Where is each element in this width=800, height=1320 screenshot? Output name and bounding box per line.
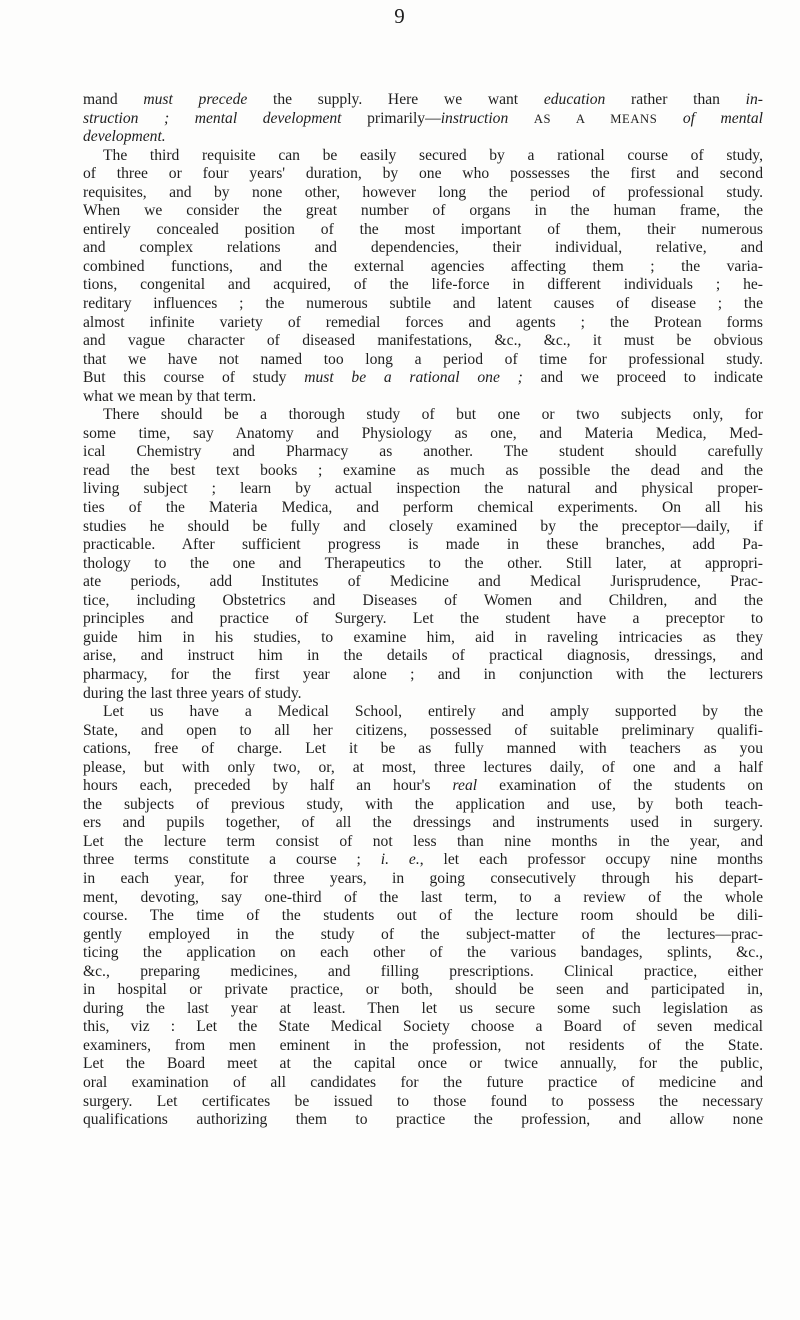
text-line [83,647,763,666]
text-run: ticing the application on each other of the various bandages, splints, &c., [83,944,763,962]
text-run: gently employed in the study of the subject-matter of the lectures—prac- [83,925,763,943]
text-line [83,202,763,221]
text-line [83,351,763,370]
text-line [83,555,763,574]
text-line [83,1000,763,1019]
text-run: tions, congenital and acquired, of the life-force in different individuals ; he- [83,276,763,294]
text-run: i. e. [380,851,420,869]
text-run: and we proceed to indicate [522,369,763,387]
text-line [83,814,763,833]
text-line [83,722,763,741]
text-run: in- [745,91,763,108]
text-line [83,536,763,555]
text-run: of mental [682,109,763,127]
text-line [83,703,763,722]
body-text [83,91,763,1130]
text-line [83,573,763,592]
text-run: pharmacy, for the first year alone ; and in conjunction with the lecturers [83,665,763,683]
text-line [83,963,763,982]
text-run: development. [83,128,166,146]
text-run: guide him in his studies, to examine him, aid in raveling intricacies as they [83,628,763,646]
text-run: course. The time of the students out of the lecture room should be dili- [83,907,763,925]
text-run: tice, including Obstetrics and Diseases of Women and Children, and the [83,591,763,609]
text-line [83,128,763,147]
text-line [83,518,763,537]
text-run: principles and practice of Surgery. Let the student have a preceptor to [83,610,763,628]
text-line [83,666,763,685]
text-run: Let the Board meet at the capital once or twice annually, for the public, [83,1055,763,1073]
text-run: what we mean by that term. [83,387,257,405]
text-line [83,1018,763,1037]
text-run: mand [83,91,144,108]
text-run: struction ; mental development [83,109,342,127]
text-line [83,499,763,518]
text-run: almost infinite variety of remedial forces and agents ; the Protean forms [83,313,763,331]
text-line [83,258,763,277]
text-line [83,147,763,166]
text-run: the supply. Here we want [247,91,544,108]
text-line [83,889,763,908]
text-run: three terms constitute a course ; [83,851,381,869]
text-line [83,239,763,258]
text-run: State, and open to all her citizens, possessed of suitable preliminary qualifi- [83,721,763,739]
text-run: combined functions, and the external agencies affecting them ; the varia- [83,257,763,275]
text-run: this, viz : Let the State Medical Society choose a Board of seven medical [83,1018,763,1036]
text-line [83,425,763,444]
text-run: ties of the Materia Medica, and perform chemical experiments. On all his [83,499,763,517]
text-run: examination of the students on [477,777,763,795]
text-line [83,981,763,1000]
text-run: qualifications authorizing them to practice the profession, and allow none [83,1111,763,1129]
text-run: ment, devoting, say one-third of the last term, to a review of the whole [83,888,763,906]
text-run: When we consider the great number of organs in the human frame, the [83,202,763,220]
text-line [83,944,763,963]
text-run: please, but with only two, or, at most, three lectures daily, of one and a half [83,758,763,776]
text-line [83,759,763,778]
text-line [83,314,763,333]
text-line [83,629,763,648]
text-run [508,110,534,127]
text-run: , let each professor occupy nine months [419,851,763,869]
text-run [657,110,683,127]
page-number: 9 [394,4,406,28]
text-line [83,685,763,704]
text-run: and vague character of diseased manifestations, &c., &c., it must be obvious [83,332,763,350]
text-run: hours each, preceded by half an hour's [83,777,453,795]
text-run: oral examination of all candidates for the future practice of medicine and [83,1073,763,1091]
text-line [83,332,763,351]
text-line [83,1093,763,1112]
text-run: &c., preparing medicines, and filling prescriptions. Clinical practice, either [83,962,763,980]
text-run: AS A MEANS [533,111,658,126]
text-run: But this course of study [83,369,305,387]
text-run: during the last three years of study. [83,684,302,702]
text-line [83,295,763,314]
text-line [83,1037,763,1056]
text-run: thology to the one and Therapeutics to the other. Still later, at appropri- [83,554,763,572]
text-line [83,870,763,889]
text-run: reditary influences ; the numerous subtile and latent causes of disease ; the [83,295,763,313]
text-line [83,406,763,425]
text-line [83,1055,763,1074]
text-line [83,388,763,407]
text-line [83,221,763,240]
text-line [83,1074,763,1093]
text-line [83,907,763,926]
text-run: living subject ; learn by actual inspection the natural and physical proper- [83,480,763,498]
text-line [83,1111,763,1130]
text-run: and complex relations and dependencies, their individual, relative, and [83,239,763,257]
text-line [83,592,763,611]
text-run: that we have not named too long a period of time for professional study. [83,350,763,368]
text-run: education [543,91,606,108]
text-run: The third requisite can be easily secured by a rational course of study, [103,146,763,164]
text-line [83,443,763,462]
text-run: There should be a thorough study of but one or two subjects only, for [103,406,763,424]
text-run: examiners, from men eminent in the profession, not residents of the State. [83,1036,763,1054]
text-run: studies he should be fully and closely examined by the preceptor—daily, if [83,517,763,535]
text-run: surgery. Let certificates be issued to those found to possess the necessary [83,1092,763,1110]
text-run: Let us have a Medical School, entirely and amply supported by the [103,703,763,721]
text-run: entirely concealed position of the most important of them, their numerous [83,220,763,238]
text-run: in hospital or private practice, or both, should be seen and participated in, [83,981,763,999]
text-line [83,851,763,870]
text-run: of three or four years' duration, by one who possesses the first and second [83,165,763,183]
text-line [83,480,763,499]
text-run: primarily— [341,109,441,127]
text-run: some time, say Anatomy and Physiology as one, and Materia Medica, Med- [83,424,763,442]
text-line [83,276,763,295]
text-line [83,796,763,815]
text-run: ers and pupils together, of all the dressings and instruments used in surgery. [83,814,763,832]
text-run: arise, and instruct him in the details of practical diagnosis, dressings, and [83,647,763,665]
text-run: real [452,777,478,795]
text-run: the subjects of previous study, with the application and use, by both teach- [83,795,763,813]
text-run: must be a rational one ; [304,369,523,387]
text-run: requisites, and by none other, however long the period of professional study. [83,183,763,201]
text-run: during the last year at least. Then let us secure some such legislation as [83,999,763,1017]
text-line [83,462,763,481]
text-line [83,91,763,110]
text-run: ate periods, add Institutes of Medicine and Medical Jurisprudence, Prac- [83,573,763,591]
text-line [83,184,763,203]
text-line [83,610,763,629]
text-run: in each year, for three years, in going consecutively through his depart- [83,869,763,887]
text-line [83,369,763,388]
text-line [83,165,763,184]
text-line [83,740,763,759]
text-line [83,833,763,852]
text-line [83,110,763,129]
text-run: Let the lecture term consist of not less than nine months in the year, and [83,832,763,850]
text-run: read the best text books ; examine as much as possible the dead and the [83,461,763,479]
text-line [83,926,763,945]
text-run: practicable. After sufficient progress is made in these branches, add Pa- [83,536,763,554]
text-run: ical Chemistry and Pharmacy as another. The student should carefully [83,443,763,461]
text-run: cations, free of charge. Let it be as fully manned with teachers as you [83,740,763,758]
text-run: rather than [605,91,746,108]
text-run: must precede [143,91,248,108]
text-run: instruction [440,109,509,127]
text-line [83,777,763,796]
